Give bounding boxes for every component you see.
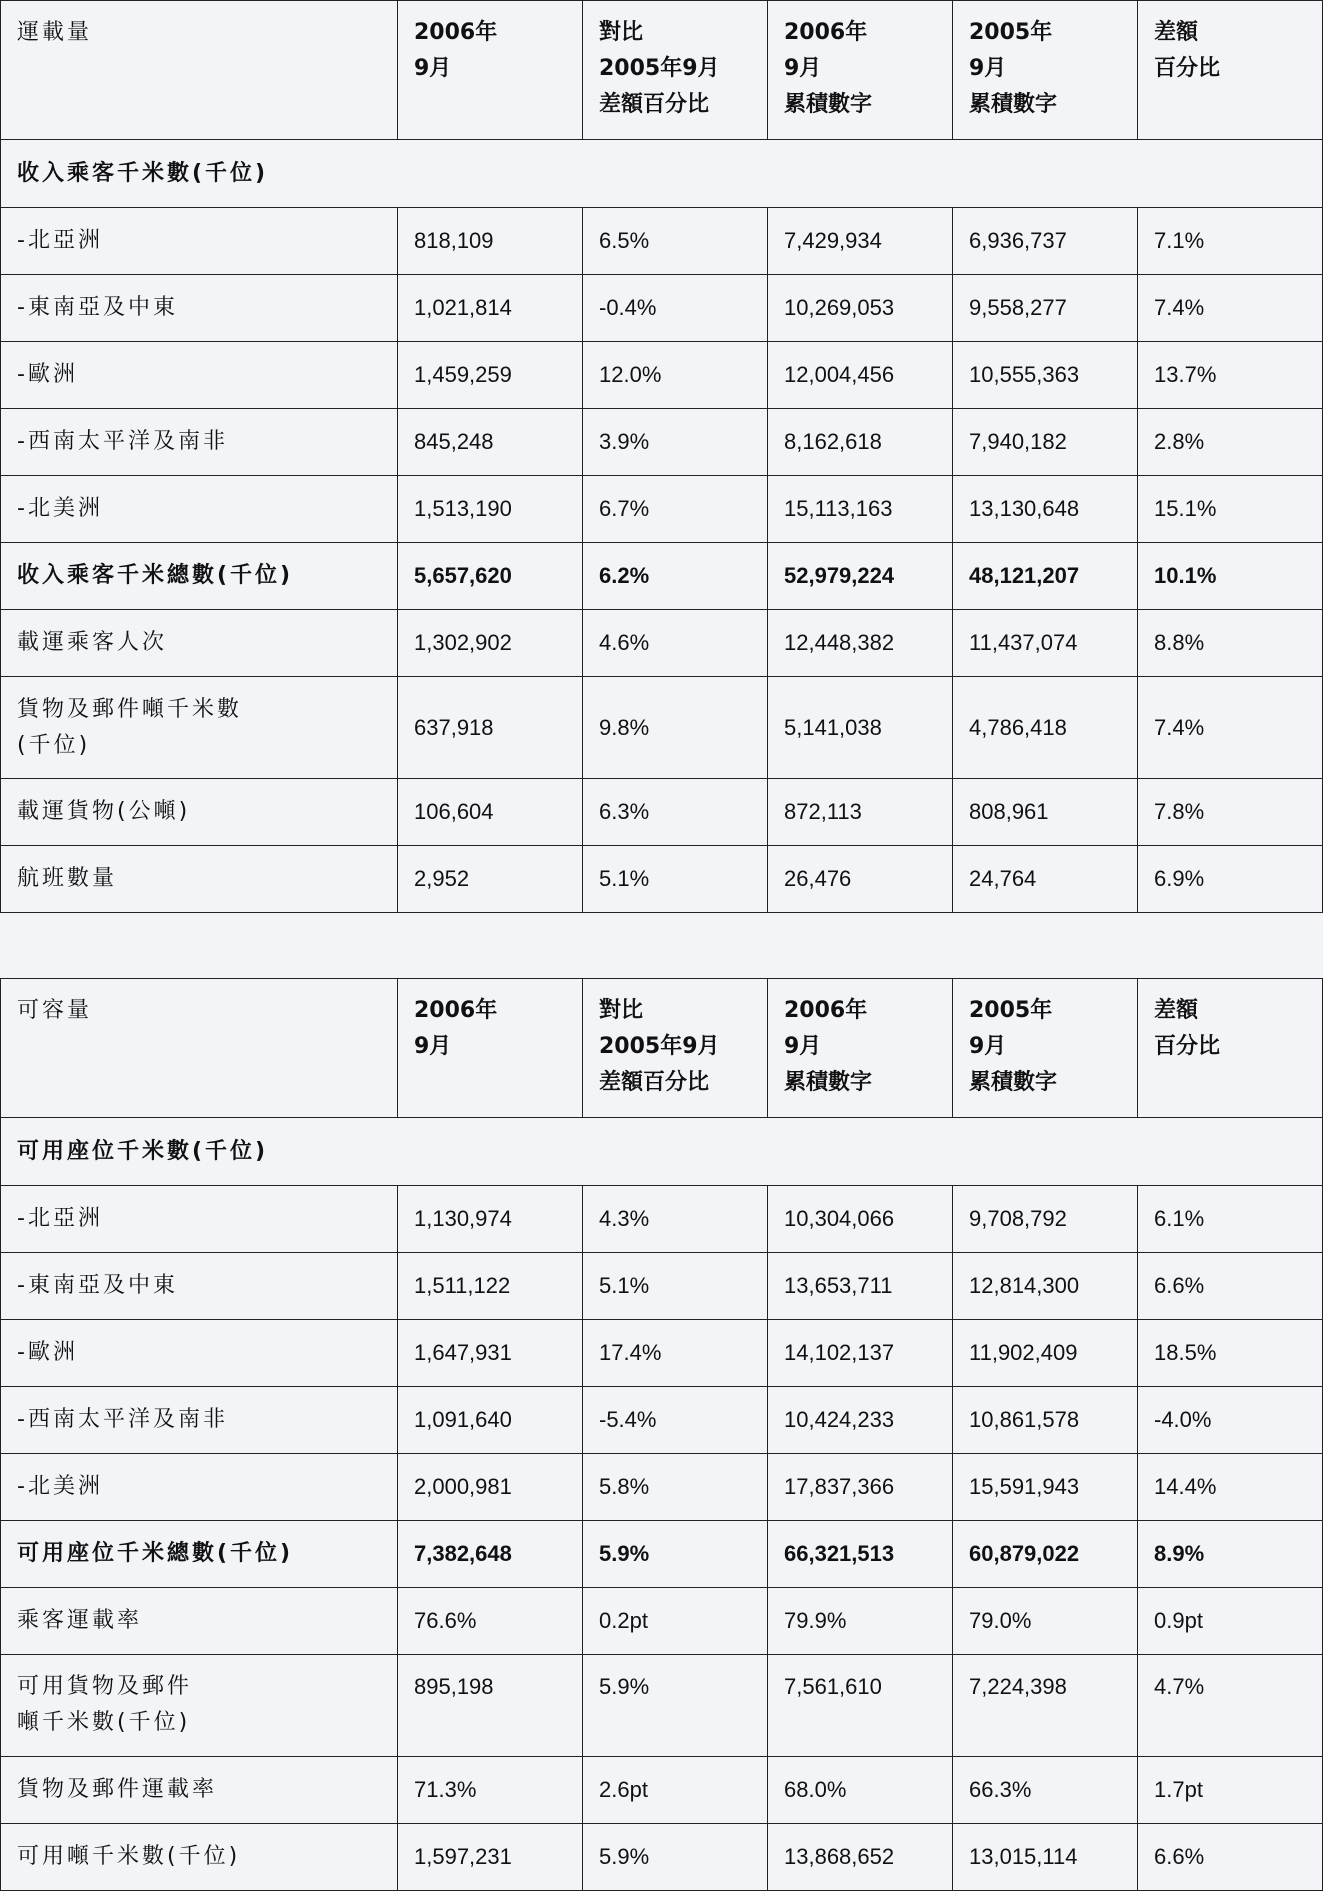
- cell: 17,837,366: [768, 1454, 953, 1521]
- header-col: 2006年 9月: [398, 1, 583, 140]
- header-label: 可容量: [1, 979, 398, 1118]
- cell: 18.5%: [1138, 1320, 1323, 1387]
- table-row: [1, 275, 1323, 342]
- cell: 13,653,711: [768, 1253, 953, 1320]
- cell: 637,918: [398, 677, 583, 779]
- cell: 13.7%: [1138, 342, 1323, 409]
- row-label: 乘客運載率: [1, 1588, 398, 1655]
- cell: 10.1%: [1138, 543, 1323, 610]
- cell: 872,113: [768, 779, 953, 846]
- table-row: [1, 1186, 1323, 1253]
- header-col: 2005年 9月 累積數字: [953, 979, 1138, 1118]
- header-col: 對比 2005年9月 差額百分比: [583, 1, 768, 140]
- cell: 12,004,456: [768, 342, 953, 409]
- cell: -5.4%: [583, 1387, 768, 1454]
- cell: 4,786,418: [953, 677, 1138, 779]
- header-col: 差額 百分比: [1138, 1, 1323, 140]
- row-label: 收入乘客千米總數(千位): [1, 543, 398, 610]
- cell: 4.7%: [1138, 1655, 1323, 1757]
- cell: 6.5%: [583, 208, 768, 275]
- section-title: 可用座位千米數(千位): [1, 1118, 1323, 1186]
- row-label: 可用噸千米數(千位): [1, 1824, 398, 1891]
- cell: 1,130,974: [398, 1186, 583, 1253]
- row-label: 可用貨物及郵件 噸千米數(千位): [1, 1655, 398, 1757]
- table-row: [1, 677, 1323, 779]
- table-header-row: [1, 1, 1323, 140]
- header-col: 2005年 9月 累積數字: [953, 1, 1138, 140]
- cell: 12,448,382: [768, 610, 953, 677]
- table-row: [1, 1253, 1323, 1320]
- cell: 4.3%: [583, 1186, 768, 1253]
- traffic-table: [0, 0, 1323, 913]
- row-label: -西南太平洋及南非: [1, 409, 398, 476]
- cell: 17.4%: [583, 1320, 768, 1387]
- cell: 12.0%: [583, 342, 768, 409]
- cell: 11,902,409: [953, 1320, 1138, 1387]
- row-label: -歐洲: [1, 1320, 398, 1387]
- cell: 71.3%: [398, 1757, 583, 1824]
- cell: 106,604: [398, 779, 583, 846]
- header-col: 差額 百分比: [1138, 979, 1323, 1118]
- cell: 7,940,182: [953, 409, 1138, 476]
- row-label: -北美洲: [1, 1454, 398, 1521]
- table-row: [1, 208, 1323, 275]
- cell: 66,321,513: [768, 1521, 953, 1588]
- row-label: -東南亞及中東: [1, 1253, 398, 1320]
- cell: 7.4%: [1138, 677, 1323, 779]
- cell: 1,513,190: [398, 476, 583, 543]
- cell: 5,141,038: [768, 677, 953, 779]
- cell: 1,511,122: [398, 1253, 583, 1320]
- table-row: [1, 1588, 1323, 1655]
- header-col: 2006年 9月: [398, 979, 583, 1118]
- row-label: 載運乘客人次: [1, 610, 398, 677]
- table-row: [1, 1320, 1323, 1387]
- cell: 15.1%: [1138, 476, 1323, 543]
- cell: 2,000,981: [398, 1454, 583, 1521]
- cell: 5,657,620: [398, 543, 583, 610]
- header-label: 運載量: [1, 1, 398, 140]
- cell: 2.6pt: [583, 1757, 768, 1824]
- cell: 10,304,066: [768, 1186, 953, 1253]
- cell: 10,424,233: [768, 1387, 953, 1454]
- cell: 10,861,578: [953, 1387, 1138, 1454]
- row-label: -歐洲: [1, 342, 398, 409]
- cell: 8.8%: [1138, 610, 1323, 677]
- table-row: [1, 409, 1323, 476]
- cell: 2,952: [398, 846, 583, 913]
- row-label: -北美洲: [1, 476, 398, 543]
- cell: 1,647,931: [398, 1320, 583, 1387]
- cell: 3.9%: [583, 409, 768, 476]
- cell: 808,961: [953, 779, 1138, 846]
- table-row: [1, 610, 1323, 677]
- cell: 5.9%: [583, 1655, 768, 1757]
- cell: 5.1%: [583, 846, 768, 913]
- cell: 1,091,640: [398, 1387, 583, 1454]
- cell: 14,102,137: [768, 1320, 953, 1387]
- cell: 7,224,398: [953, 1655, 1138, 1757]
- cell: 6.3%: [583, 779, 768, 846]
- cell: 1,302,902: [398, 610, 583, 677]
- cell: 895,198: [398, 1655, 583, 1757]
- cell: 1,021,814: [398, 275, 583, 342]
- cell: 9.8%: [583, 677, 768, 779]
- capacity-table: [0, 978, 1323, 1891]
- cell: 5.1%: [583, 1253, 768, 1320]
- cell: 13,015,114: [953, 1824, 1138, 1891]
- cell: 0.9pt: [1138, 1588, 1323, 1655]
- cell: 4.6%: [583, 610, 768, 677]
- cell: 0.2pt: [583, 1588, 768, 1655]
- row-label: 貨物及郵件噸千米數 (千位): [1, 677, 398, 779]
- cell: 6.9%: [1138, 846, 1323, 913]
- row-label: 載運貨物(公噸): [1, 779, 398, 846]
- row-label: -北亞洲: [1, 208, 398, 275]
- cell: 7.8%: [1138, 779, 1323, 846]
- cell: 12,814,300: [953, 1253, 1138, 1320]
- total-row: [1, 543, 1323, 610]
- cell: 60,879,022: [953, 1521, 1138, 1588]
- cell: 6,936,737: [953, 208, 1138, 275]
- row-label: 可用座位千米總數(千位): [1, 1521, 398, 1588]
- cell: 68.0%: [768, 1757, 953, 1824]
- table-row: [1, 1655, 1323, 1757]
- table-row: [1, 476, 1323, 543]
- row-label: -西南太平洋及南非: [1, 1387, 398, 1454]
- table-header-row: [1, 979, 1323, 1118]
- cell: 1.7pt: [1138, 1757, 1323, 1824]
- header-col: 對比 2005年9月 差額百分比: [583, 979, 768, 1118]
- cell: 6.1%: [1138, 1186, 1323, 1253]
- cell: 6.6%: [1138, 1253, 1323, 1320]
- table-row: [1, 1824, 1323, 1891]
- table-row: [1, 846, 1323, 913]
- cell: 818,109: [398, 208, 583, 275]
- cell: 15,113,163: [768, 476, 953, 543]
- cell: 8,162,618: [768, 409, 953, 476]
- cell: 1,459,259: [398, 342, 583, 409]
- section-row: [1, 1118, 1323, 1186]
- table-row: [1, 779, 1323, 846]
- cell: 1,597,231: [398, 1824, 583, 1891]
- cell: 5.8%: [583, 1454, 768, 1521]
- header-col: 2006年 9月 累積數字: [768, 1, 953, 140]
- cell: 15,591,943: [953, 1454, 1138, 1521]
- total-row: [1, 1521, 1323, 1588]
- cell: 11,437,074: [953, 610, 1138, 677]
- cell: 48,121,207: [953, 543, 1138, 610]
- cell: -4.0%: [1138, 1387, 1323, 1454]
- cell: 66.3%: [953, 1757, 1138, 1824]
- table-row: [1, 342, 1323, 409]
- cell: 7.1%: [1138, 208, 1323, 275]
- row-label: 貨物及郵件運載率: [1, 1757, 398, 1824]
- row-label: -北亞洲: [1, 1186, 398, 1253]
- cell: 10,269,053: [768, 275, 953, 342]
- cell: 14.4%: [1138, 1454, 1323, 1521]
- cell: 7.4%: [1138, 275, 1323, 342]
- row-label: -東南亞及中東: [1, 275, 398, 342]
- cell: 13,868,652: [768, 1824, 953, 1891]
- cell: 26,476: [768, 846, 953, 913]
- table-row: [1, 1454, 1323, 1521]
- cell: 52,979,224: [768, 543, 953, 610]
- cell: 2.8%: [1138, 409, 1323, 476]
- cell: 10,555,363: [953, 342, 1138, 409]
- header-col: 2006年 9月 累積數字: [768, 979, 953, 1118]
- cell: 79.0%: [953, 1588, 1138, 1655]
- cell: -0.4%: [583, 275, 768, 342]
- cell: 6.6%: [1138, 1824, 1323, 1891]
- table-row: [1, 1387, 1323, 1454]
- cell: 7,382,648: [398, 1521, 583, 1588]
- cell: 5.9%: [583, 1521, 768, 1588]
- cell: 6.2%: [583, 543, 768, 610]
- row-label: 航班數量: [1, 846, 398, 913]
- cell: 79.9%: [768, 1588, 953, 1655]
- cell: 8.9%: [1138, 1521, 1323, 1588]
- cell: 6.7%: [583, 476, 768, 543]
- cell: 9,558,277: [953, 275, 1138, 342]
- section-title: 收入乘客千米數(千位): [1, 140, 1323, 208]
- cell: 76.6%: [398, 1588, 583, 1655]
- cell: 13,130,648: [953, 476, 1138, 543]
- cell: 24,764: [953, 846, 1138, 913]
- cell: 845,248: [398, 409, 583, 476]
- cell: 5.9%: [583, 1824, 768, 1891]
- table-row: [1, 1757, 1323, 1824]
- section-row: [1, 140, 1323, 208]
- cell: 9,708,792: [953, 1186, 1138, 1253]
- cell: 7,561,610: [768, 1655, 953, 1757]
- cell: 7,429,934: [768, 208, 953, 275]
